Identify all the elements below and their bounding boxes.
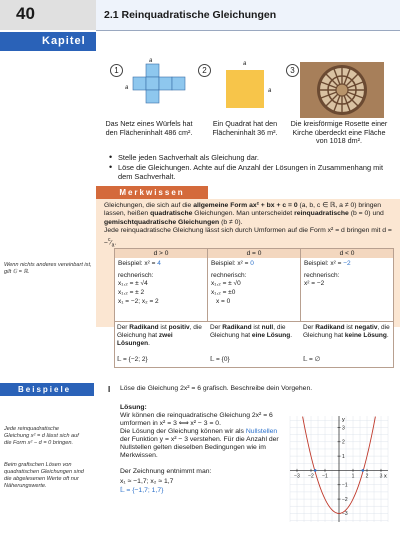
case-step-2c: x = 0 [216,298,231,305]
solution-line-4: der Funktion y = x² − 3 verstehen. Für die Anzahl der [120,436,279,443]
merkwissen-intro: Gleichungen, die sich auf die allgemeine Form ax² + bx + c = 0 (a, b, c ∈ ℝ, a ≠ 0) bringen lassen, heißen quadratische Gleichungen. Man unterscheidet reinquadratische (b = 0) und gemischtquadratische Gleichungen (b ≠ 0). Jede reinquadratische Gleichung lässt sich durch Umformen auf die Form x² = d bringen mit $d = -^c⁄_a$. [104,202,392,249]
page-number-box [0,0,96,30]
problem-caption-2: Ein Quadrat hat den Flächeninhalt 36 m². [212,119,278,137]
case-head-3: d < 0 [301,249,393,258]
case-calc-label-2: rechnerisch: [211,272,247,279]
solution-line-2: umformen in x² = 3 ⟺ x² − 3 = 0. [120,420,221,427]
root-marker [314,469,317,472]
solution-line-1: Wir können die reinquadratische Gleichung 2x² = 6 [120,412,273,419]
case-step-2b: x₁,₂ = ±0 [211,289,236,296]
square-label-top: a [243,61,247,67]
problem-number-3: 3 [286,64,299,77]
chapter-tab: Kapitel 2 [0,32,96,51]
x-tick-label: −1 [322,473,328,480]
solution-line-7: Der Zeichnung entnimmt man: [120,468,212,475]
case-column-positive [114,248,208,322]
side-note-approximation: Beim grafischen Lösen von quadratischen Gleichungen sind die abgelesenen Werte oft nur Näherungswerte. [4,462,84,489]
case-step-3a: x² = −2 [304,280,325,287]
case-head-2: d = 0 [208,249,300,258]
solution-heading: Lösung: [120,404,147,411]
problem-number-2: 2 [198,64,211,77]
cube-label-left: a [125,85,129,91]
task-bullet-1: • Stelle jeden Sachverhalt als Gleichung dar. [118,153,394,162]
solution-set-result: 𝕃 = {−1,7; 1,7} [120,487,164,494]
square-figure [226,70,264,108]
x-tick-label: 3 [379,473,383,480]
case-solution-set-1: 𝕃 = {−2; 2} [117,356,148,363]
case-example-3: Beispiel: x² = −2 [304,260,351,267]
x-axis-label: x [384,473,387,480]
case-column-zero [207,248,301,322]
case-step-1a: x₁,₂ = ± √4 [118,280,148,287]
case-step-1c: x₁ = −2; x₂ = 2 [118,298,159,305]
problem-caption-3: Die kreisförmige Rosette einer Kirche überdeckt eine Fläche von 1018 dm². [290,119,388,146]
case-example-1: Beispiel: x² = 4 [118,260,161,267]
example-number: I [108,385,111,394]
example-task: Löse die Gleichung 2x² = 6 grafisch. Beschreibe dein Vorgehen. [120,385,313,392]
x-tick-label: 2 [365,473,369,480]
case-result-2: Der Radikand ist null, die Gleichung hat eine Lösung. [210,324,293,339]
solution-line-5: Nullstellen gelten dieselben Bedingungen wie im [120,444,266,451]
page-number: 40 [16,4,35,23]
side-note-form: Jede reinquadratische Gleichung x² = d lässt sich auf die Form x² − d = 0 bringen. [4,426,79,446]
section-title: 2.1 Reinquadratische Gleichungen [104,9,277,21]
x-tick-label: −3 [294,473,300,480]
case-solution-set-3: 𝕃 = ∅ [303,356,321,363]
problem-number-1: 1 [110,64,123,77]
case-solution-set-2: 𝕃 = {0} [210,356,230,363]
case-result-3: Der Radikand ist negativ, die Gleichung hat keine Lösung. [303,324,390,339]
case-calc-label-3: rechnerisch: [304,272,340,279]
y-tick-label: −3 [342,511,348,518]
case-column-negative [300,248,394,322]
case-head-1: d > 0 [115,249,207,258]
cube-net-figure [120,60,200,118]
y-axis-label: y [342,417,345,423]
header-divider [96,30,400,31]
merkwissen-side-note: Wenn nichts anderes vereinbart ist, gilt 𝔾 = ℝ. [4,262,92,275]
case-example-2: Beispiel: x² = 0 [211,260,254,267]
problem-caption-1: Das Netz eines Würfels hat den Flächeninhalt 486 cm². [105,119,193,137]
solution-line-6: Merkwissen. [120,452,158,459]
solution-line-8: x₁ ≈ −1,7; x₂ ≈ 1,7 [120,478,174,485]
merkwissen-tab: Merkwissen [96,186,208,199]
task-bullet-2: • Löse die Gleichungen. Achte auf die Anzahl der Lösungen in Zusammenhang mit dem Sachverhalt. [118,163,394,181]
beispiele-tab: Beispiele [0,383,94,396]
solution-line-3: Die Lösung der Gleichung können wir als Nullstellen [120,428,278,435]
case-step-2a: x₁,₂ = ± √0 [211,280,241,287]
parabola-chart [284,410,394,528]
rosette-photo [300,62,384,118]
y-tick-label: 3 [342,425,345,432]
y-tick-label: 1 [342,453,345,460]
case-result-1: Der Radikand ist positiv, die Gleichung hat zwei Lösungen. [117,324,202,347]
cube-label-top: a [149,58,153,64]
case-calc-label-1: rechnerisch: [118,272,154,279]
x-tick-label: −2 [308,473,314,480]
x-tick-label: 1 [351,473,355,480]
y-tick-label: 2 [342,439,345,446]
y-tick-label: −2 [342,496,348,503]
y-tick-label: −1 [342,482,348,489]
case-step-1b: x₁,₂ = ± 2 [118,289,145,296]
root-marker [362,469,365,472]
square-label-right: a [268,88,272,94]
